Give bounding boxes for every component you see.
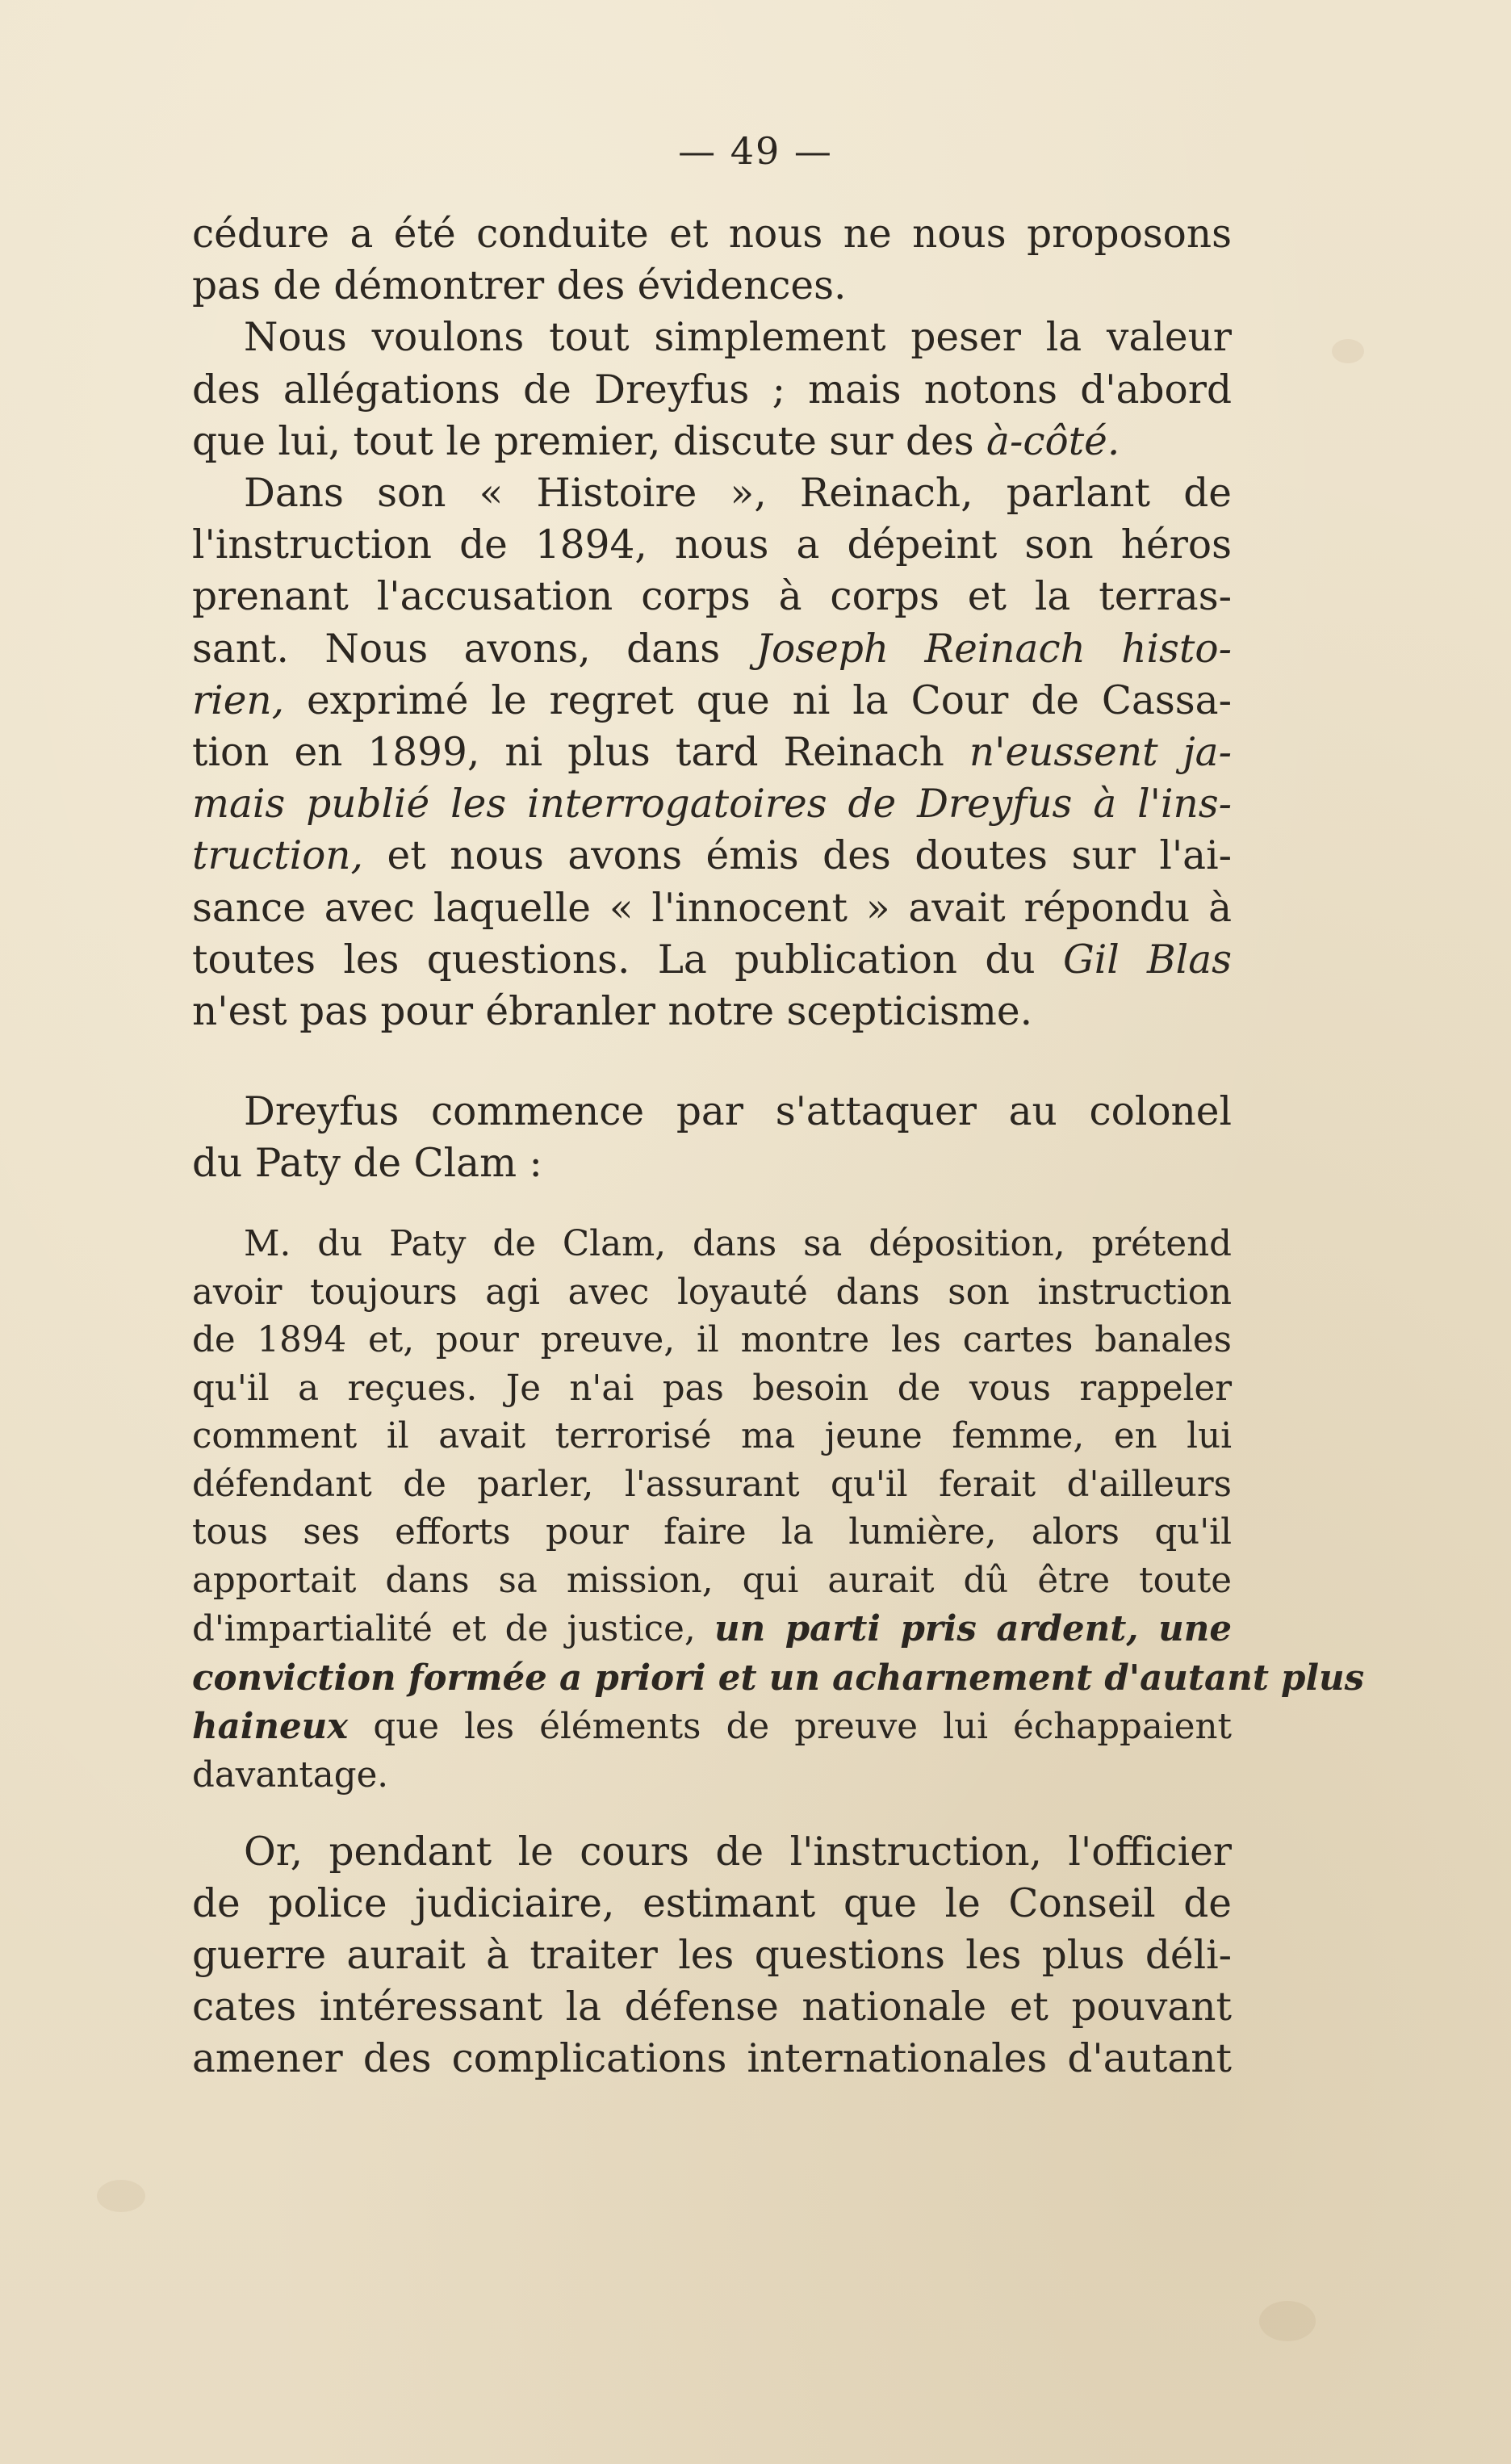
text-line: Or, pendant le cours de l'instruction, l'officier bbox=[244, 1829, 1232, 1875]
paper-stain bbox=[1259, 2301, 1316, 2341]
text-line: Nous voulons tout simplement peser la valeur bbox=[244, 315, 1232, 361]
text-line: Dans son « Histoire », Reinach, parlant de bbox=[244, 471, 1232, 517]
text-line bbox=[192, 778, 1232, 830]
text-line bbox=[192, 727, 1232, 778]
paragraph-3 bbox=[192, 467, 1232, 1037]
newspaper-title: Gil Blas bbox=[1062, 937, 1232, 983]
text-segment: que les éléments de preuve lui échappaient bbox=[348, 1707, 1232, 1747]
italic-phrase: haineux bbox=[192, 1706, 349, 1747]
quote-line: de 1894 et, pour preuve, il montre les cartes banales bbox=[192, 1320, 1232, 1360]
text-line: n'est pas pour ébranler notre scepticisme. bbox=[192, 989, 1033, 1035]
text-line: sance avec laquelle « l'innocent » avait répondu à bbox=[192, 885, 1232, 931]
paragraph-5 bbox=[192, 1826, 1232, 2085]
text-block-intro bbox=[192, 1086, 1232, 1189]
quote-line: qu'il a reçues. Je n'ai pas besoin de vous rappeler bbox=[192, 1368, 1232, 1409]
text-line: Dreyfus commence par s'attaquer au colonel bbox=[244, 1089, 1232, 1134]
quote-line bbox=[192, 1654, 1365, 1703]
text-line: des allégations de Dreyfus ; mais notons d'abord bbox=[192, 367, 1232, 413]
quote-line: comment il avait terrorisé ma jeune femme, en lui bbox=[192, 1416, 1232, 1456]
text-line bbox=[192, 623, 1232, 675]
text-line: l'instruction de 1894, nous a dépeint son héros bbox=[192, 522, 1232, 568]
text-line bbox=[192, 934, 1232, 986]
quoted-passage bbox=[192, 1221, 1365, 1800]
italic-phrase: une bbox=[1138, 1608, 1232, 1649]
book-title: Joseph Reinach histo- bbox=[756, 626, 1232, 672]
italic-phrase: conviction formée a priori et un acharnement d'autant plus bbox=[192, 1657, 1365, 1699]
paper-stain bbox=[1332, 339, 1364, 363]
italic-phrase: truction, bbox=[192, 833, 363, 879]
text-segment: exprimé le regret que ni la Cour de Cassa- bbox=[284, 677, 1232, 723]
quote-line: apportait dans sa mission, qui aurait dû être toute bbox=[192, 1560, 1232, 1601]
text-segment: d'impartialité et de justice, bbox=[192, 1609, 714, 1649]
text-line bbox=[192, 830, 1232, 882]
text-block-main bbox=[192, 208, 1232, 1037]
quote-line bbox=[192, 1605, 1232, 1654]
quote-line: davantage. bbox=[192, 1754, 389, 1796]
paragraph-4 bbox=[192, 1086, 1232, 1189]
paragraph-1 bbox=[192, 208, 1232, 312]
page-number: — 49 — bbox=[678, 129, 833, 173]
italic-phrase: un parti pris ardent, bbox=[714, 1608, 1139, 1649]
quote-line bbox=[192, 1703, 1232, 1752]
text-line: cates intéressant la défense nationale et pouvant bbox=[192, 1984, 1232, 2030]
text-segment: tion en 1899, ni plus tard Reinach bbox=[192, 730, 969, 776]
book-title: rien, bbox=[192, 677, 285, 723]
text-line: prenant l'accusation corps à corps et la terras- bbox=[192, 574, 1232, 620]
text-line: amener des complications internationales d'autant bbox=[192, 2036, 1232, 2081]
text-segment: que lui, tout le premier, discute sur des bbox=[192, 418, 987, 464]
quote-line: avoir toujours agi avec loyauté dans son instruction bbox=[192, 1272, 1232, 1313]
quote-line: défendant de parler, l'assurant qu'il ferait d'ailleurs bbox=[192, 1464, 1232, 1505]
text-block-closing bbox=[192, 1826, 1232, 2085]
text-segment: toutes les questions. La publication du bbox=[192, 937, 1063, 983]
text-line bbox=[192, 675, 1232, 727]
italic-term: à-côté. bbox=[986, 418, 1120, 464]
paper-stain bbox=[97, 2180, 145, 2212]
text-line: cédure a été conduite et nous ne nous proposons bbox=[192, 212, 1232, 257]
quote-line: tous ses efforts pour faire la lumière, alors qu'il bbox=[192, 1512, 1232, 1553]
quote-paragraph bbox=[192, 1221, 1365, 1800]
quote-line: M. du Paty de Clam, dans sa déposition, prétend bbox=[244, 1224, 1232, 1264]
text-line: pas de démontrer des évidences. bbox=[192, 263, 847, 309]
text-line: de police judiciaire, estimant que le Conseil de bbox=[192, 1881, 1232, 1926]
text-line bbox=[192, 416, 1232, 467]
italic-phrase: n'eussent ja- bbox=[969, 730, 1232, 776]
text-segment: et nous avons émis des doutes sur l'ai- bbox=[362, 833, 1232, 879]
text-line: du Paty de Clam : bbox=[192, 1141, 542, 1186]
text-line: guerre aurait à traiter les questions les plus déli- bbox=[192, 1933, 1232, 1978]
paragraph-2 bbox=[192, 312, 1232, 467]
text-segment: sant. Nous avons, dans bbox=[192, 626, 756, 672]
italic-phrase: mais publié les interrogatoires de Dreyfus à l'ins- bbox=[192, 782, 1232, 828]
